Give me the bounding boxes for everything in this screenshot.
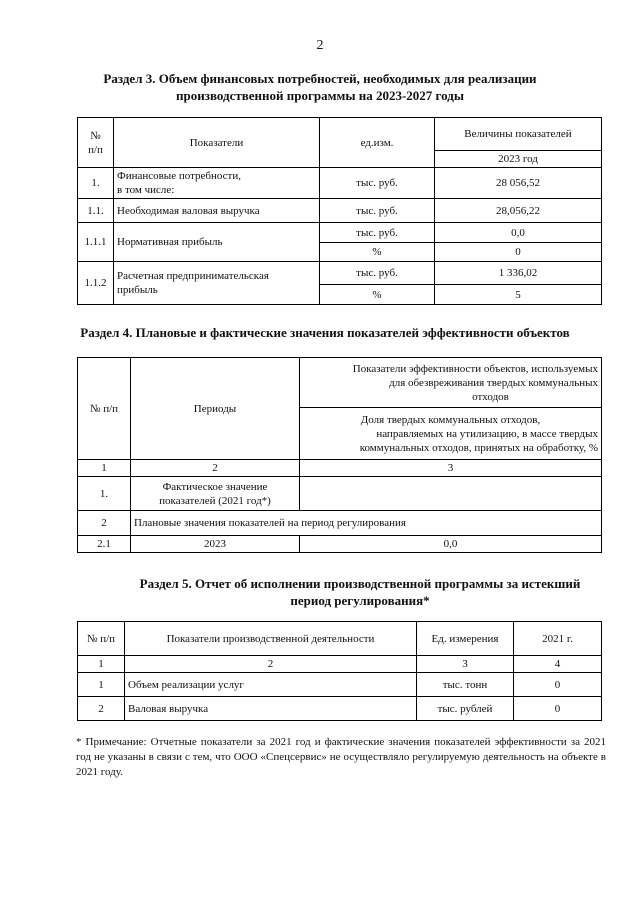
s3-row1-name-line2: в том числе:	[117, 184, 175, 196]
s5-row1-num: 1	[78, 673, 125, 697]
s3-row4-name-line1: Расчетная предпринимательская	[117, 270, 269, 282]
s4-header-eff-line1: Показатели эффективности объектов, используемых	[352, 362, 598, 375]
s3-row3-name: Нормативная прибыль	[114, 223, 320, 262]
s4-header-share-line1: Доля твердых коммунальных отходов,	[360, 413, 541, 426]
s4-fact-label-line1: Фактическое значение	[162, 480, 268, 493]
s3-row1-unit: тыс. руб.	[320, 168, 435, 199]
s3-row4-name	[114, 262, 320, 305]
s4-header-num: № п/п	[78, 358, 131, 460]
section3-title-line1: Раздел 3. Объем финансовых потребностей, необходимых для реализации	[103, 71, 537, 86]
table-row	[78, 477, 602, 511]
s3-row4-unit1: тыс. руб.	[320, 262, 435, 285]
s3-row3-value1: 0,0	[435, 223, 602, 243]
table-row	[78, 199, 602, 223]
s3-header-unit: ед.изм.	[320, 118, 435, 168]
section5-title	[110, 575, 610, 609]
table-row	[78, 262, 602, 285]
section5-title-line2: период регулирования*	[290, 593, 430, 608]
s5-row1-value: 0	[514, 673, 602, 697]
s3-header-indicators: Показатели	[114, 118, 320, 168]
s4-header-eff-line2: для обезвреживания твердых коммунальных	[389, 376, 598, 389]
s4-header-periods: Периоды	[131, 358, 300, 460]
s4-fact-value	[300, 477, 602, 511]
s4-plan-label: Плановые значения показателей на период регулирования	[131, 511, 602, 536]
s3-header-values: Величины показателей	[435, 118, 602, 151]
s3-row4-num: 1.1.2	[78, 262, 114, 305]
section3-title	[60, 70, 580, 104]
s4-plan-sub-num: 2.1	[78, 536, 131, 553]
s3-row3-unit1: тыс. руб.	[320, 223, 435, 243]
s5-colnum-1: 1	[78, 656, 125, 673]
section3-title-line2: производственной программы на 2023-2027 годы	[176, 88, 464, 103]
s5-colnum-4: 4	[514, 656, 602, 673]
s5-row2-value: 0	[514, 697, 602, 721]
s3-row1-value: 28 056,52	[435, 168, 602, 199]
s3-row4-value1: 1 336,02	[435, 262, 602, 285]
s4-plan-num: 2	[78, 511, 131, 536]
table-row	[78, 673, 602, 697]
s5-row1-unit: тыс. тонн	[417, 673, 514, 697]
s3-row4-unit2: %	[320, 285, 435, 305]
table-row	[78, 168, 602, 199]
s4-header-eff	[300, 358, 602, 408]
s3-row4-value2: 5	[435, 285, 602, 305]
s3-header-num	[78, 118, 114, 168]
s4-header-share-line2: направляемых на утилизацию, в массе твердых	[376, 427, 598, 440]
s3-header-num-line1: №	[90, 129, 101, 142]
s5-colnum-3: 3	[417, 656, 514, 673]
section5-table	[77, 621, 602, 721]
s3-row4-name-line2: прибыль	[117, 284, 158, 296]
s5-row1-name: Объем реализации услуг	[125, 673, 417, 697]
table-row	[78, 536, 602, 553]
s4-fact-num: 1.	[78, 477, 131, 511]
table-row	[78, 223, 602, 243]
s4-colnum-3: 3	[300, 460, 602, 477]
s3-row2-num: 1.1.	[78, 199, 114, 223]
s5-row2-name: Валовая выручка	[125, 697, 417, 721]
s3-row1-name-line1: Финансовые потребности,	[117, 170, 241, 182]
s3-header-num-line2: п/п	[88, 143, 103, 156]
s4-fact-label	[131, 477, 300, 511]
section4-title: Раздел 4. Плановые и фактические значения показателей эффективности объектов	[80, 325, 570, 340]
section3-table	[77, 117, 602, 305]
s4-header-eff-line3: отходов	[472, 390, 509, 403]
s3-row2-unit: тыс. руб.	[320, 199, 435, 223]
s3-header-year: 2023 год	[435, 151, 602, 168]
page-number: 2	[316, 38, 324, 53]
s5-row2-num: 2	[78, 697, 125, 721]
s3-row1-num: 1.	[78, 168, 114, 199]
table-row	[78, 697, 602, 721]
s4-header-share-line3: коммунальных отходов, принятых на обработку, %	[359, 441, 598, 454]
s5-header-num: № п/п	[78, 622, 125, 656]
s4-header-share	[300, 408, 602, 460]
s4-colnum-1: 1	[78, 460, 131, 477]
s4-plan-sub-year: 2023	[131, 536, 300, 553]
s5-header-year: 2021 г.	[514, 622, 602, 656]
s4-fact-label-line2: показателей (2021 год*)	[159, 494, 271, 507]
section5-title-line1: Раздел 5. Отчет об исполнении производственной программы за истекший	[139, 576, 581, 591]
s5-header-unit: Ед. измерения	[417, 622, 514, 656]
s3-row3-num: 1.1.1	[78, 223, 114, 262]
s5-row2-unit: тыс. рублей	[417, 697, 514, 721]
section4-table	[77, 357, 602, 553]
s3-row1-name	[114, 168, 320, 199]
footnote: * Примечание: Отчетные показатели за 2021 год и фактические значения показателей эффективности за 2021 год не указаны в связи с тем, что ООО «Спецсервис» не осуществляло регулируемую деятельность на объекте в 2021 году.	[76, 736, 606, 778]
s3-row2-name: Необходимая валовая выручка	[114, 199, 320, 223]
s4-plan-sub-value: 0,0	[300, 536, 602, 553]
table-row	[78, 460, 602, 477]
s3-row3-unit2: %	[320, 243, 435, 262]
s5-colnum-2: 2	[125, 656, 417, 673]
s3-row2-value: 28,056,22	[435, 199, 602, 223]
s4-colnum-2: 2	[131, 460, 300, 477]
s5-header-indicators: Показатели производственной деятельности	[125, 622, 417, 656]
s3-row3-value2: 0	[435, 243, 602, 262]
table-row	[78, 511, 602, 536]
table-row	[78, 656, 602, 673]
